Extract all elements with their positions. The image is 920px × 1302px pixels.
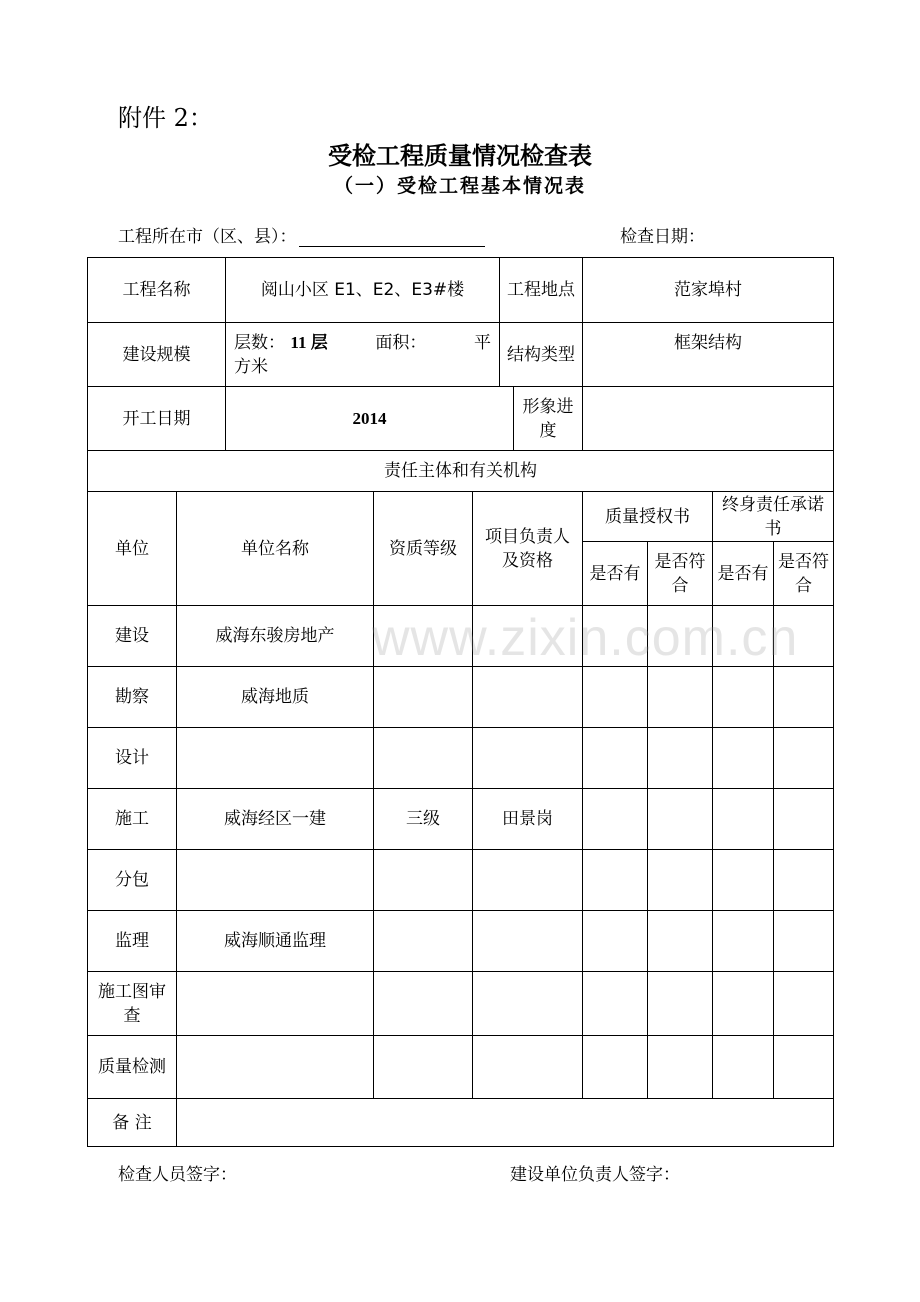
- row-auth-has[interactable]: [583, 972, 648, 1036]
- city-label: 工程所在市（区、县）：: [118, 227, 297, 247]
- row-unit: 施工: [88, 789, 177, 850]
- row-lifetime-has[interactable]: [713, 667, 774, 728]
- row-unit: 分包: [88, 850, 177, 911]
- row-manager: [473, 728, 583, 789]
- row-unit: 设计: [88, 728, 177, 789]
- header-unit: 单位: [88, 492, 177, 606]
- table-row: [88, 789, 834, 850]
- area-unit-2: 方米: [234, 357, 268, 377]
- project-name-label: 工程名称: [88, 258, 226, 323]
- inspector-signature-label: 检查人员签字：: [118, 1165, 237, 1185]
- page-subtitle: （一）受检工程基本情况表: [333, 175, 586, 197]
- table-row: [88, 911, 834, 972]
- project-location-value: 范家埠村: [583, 258, 834, 323]
- row-manager: 田景岗: [473, 789, 583, 850]
- attachment-label: 附件 2：: [118, 104, 213, 132]
- row-lifetime-conforms[interactable]: [774, 850, 834, 911]
- row-unit-name: 威海经区一建: [177, 789, 374, 850]
- row-auth-conforms[interactable]: [648, 911, 713, 972]
- structure-label: 结构类型: [500, 323, 583, 387]
- table-row: [88, 850, 834, 911]
- row-qualification: [374, 850, 473, 911]
- structure-value: 框架结构: [583, 323, 834, 387]
- header-auth-conforms: 是否符合: [648, 542, 713, 606]
- row-unit: 勘察: [88, 667, 177, 728]
- watermark: www.zixin.com.cn: [372, 609, 799, 667]
- header-lifetime-conforms: 是否符合: [774, 542, 834, 606]
- row-auth-has[interactable]: [583, 850, 648, 911]
- row-lifetime-conforms[interactable]: [774, 667, 834, 728]
- header-lifetime: 终身责任承诺书: [713, 492, 834, 542]
- row-lifetime-has[interactable]: [713, 789, 774, 850]
- area-label: 面积：: [375, 333, 427, 353]
- start-date-label: 开工日期: [88, 387, 226, 451]
- row-auth-has[interactable]: [583, 911, 648, 972]
- page-title: 受检工程质量情况检查表: [328, 142, 592, 170]
- project-location-label: 工程地点: [500, 258, 583, 323]
- row-lifetime-has[interactable]: [713, 972, 774, 1036]
- row-manager: [473, 1036, 583, 1099]
- progress-value[interactable]: [583, 387, 834, 451]
- row-unit-name: [177, 1036, 374, 1099]
- header-lifetime-has: 是否有: [713, 542, 774, 606]
- remarks-label: 备 注: [88, 1099, 177, 1147]
- row-auth-conforms[interactable]: [648, 972, 713, 1036]
- row-auth-conforms[interactable]: [648, 1036, 713, 1099]
- floors-label: 层数：: [234, 333, 285, 353]
- row-qualification: [374, 728, 473, 789]
- row-lifetime-has[interactable]: [713, 911, 774, 972]
- table-row: [88, 972, 834, 1036]
- row-auth-has[interactable]: [583, 1036, 648, 1099]
- floors-value: 11 层: [290, 333, 328, 352]
- header-auth-has: 是否有: [583, 542, 648, 606]
- row-lifetime-conforms[interactable]: [774, 1036, 834, 1099]
- parties-section-title: 责任主体和有关机构: [88, 451, 834, 492]
- row-manager: [473, 972, 583, 1036]
- row-lifetime-conforms[interactable]: [774, 789, 834, 850]
- scale-label: 建设规模: [88, 323, 226, 387]
- row-qualification: [374, 911, 473, 972]
- row-auth-conforms[interactable]: [648, 667, 713, 728]
- table-row: [88, 728, 834, 789]
- row-manager: [473, 850, 583, 911]
- row-unit-name: 威海东骏房地产: [177, 606, 374, 667]
- start-date-value: 2014: [226, 387, 514, 451]
- row-unit: 监理: [88, 911, 177, 972]
- row-qualification: [374, 972, 473, 1036]
- row-unit-name: [177, 728, 374, 789]
- row-auth-has[interactable]: [583, 728, 648, 789]
- row-lifetime-has[interactable]: [713, 1036, 774, 1099]
- row-manager: [473, 667, 583, 728]
- city-field[interactable]: [299, 226, 485, 247]
- row-lifetime-conforms[interactable]: [774, 728, 834, 789]
- area-unit-1: 平: [474, 333, 492, 353]
- row-auth-conforms[interactable]: [648, 850, 713, 911]
- row-unit-name: 威海地质: [177, 667, 374, 728]
- row-auth-conforms[interactable]: [648, 728, 713, 789]
- row-unit: 质量检测: [88, 1036, 177, 1099]
- table-row: [88, 1036, 834, 1099]
- row-lifetime-conforms[interactable]: [774, 911, 834, 972]
- row-unit-name: [177, 972, 374, 1036]
- row-manager: [473, 911, 583, 972]
- header-unit-name: 单位名称: [177, 492, 374, 606]
- row-qualification: [374, 667, 473, 728]
- row-qualification: 三级: [374, 789, 473, 850]
- row-auth-has[interactable]: [583, 789, 648, 850]
- row-lifetime-has[interactable]: [713, 728, 774, 789]
- header-auth-letter: 质量授权书: [583, 492, 713, 542]
- row-unit: 施工图审查: [88, 972, 177, 1036]
- inspection-table: [87, 257, 834, 1147]
- row-lifetime-has[interactable]: [713, 850, 774, 911]
- row-lifetime-conforms[interactable]: [774, 972, 834, 1036]
- row-auth-has[interactable]: [583, 667, 648, 728]
- table-row: [88, 667, 834, 728]
- row-auth-conforms[interactable]: [648, 789, 713, 850]
- progress-label: 形象进度: [514, 387, 583, 451]
- header-manager: 项目负责人及资格: [473, 492, 583, 606]
- city-line: [118, 222, 485, 247]
- header-qualification: 资质等级: [374, 492, 473, 606]
- builder-signature-label: 建设单位负责人签字：: [510, 1165, 680, 1185]
- row-unit-name: 威海顺通监理: [177, 911, 374, 972]
- row-unit-name: [177, 850, 374, 911]
- row-unit: 建设: [88, 606, 177, 667]
- date-label: 检查日期：: [620, 227, 705, 247]
- remarks-field[interactable]: [177, 1099, 834, 1147]
- project-name-value: 阅山小区 E1、E2、E3#楼: [226, 258, 500, 323]
- scale-value: [226, 323, 500, 387]
- row-qualification: [374, 1036, 473, 1099]
